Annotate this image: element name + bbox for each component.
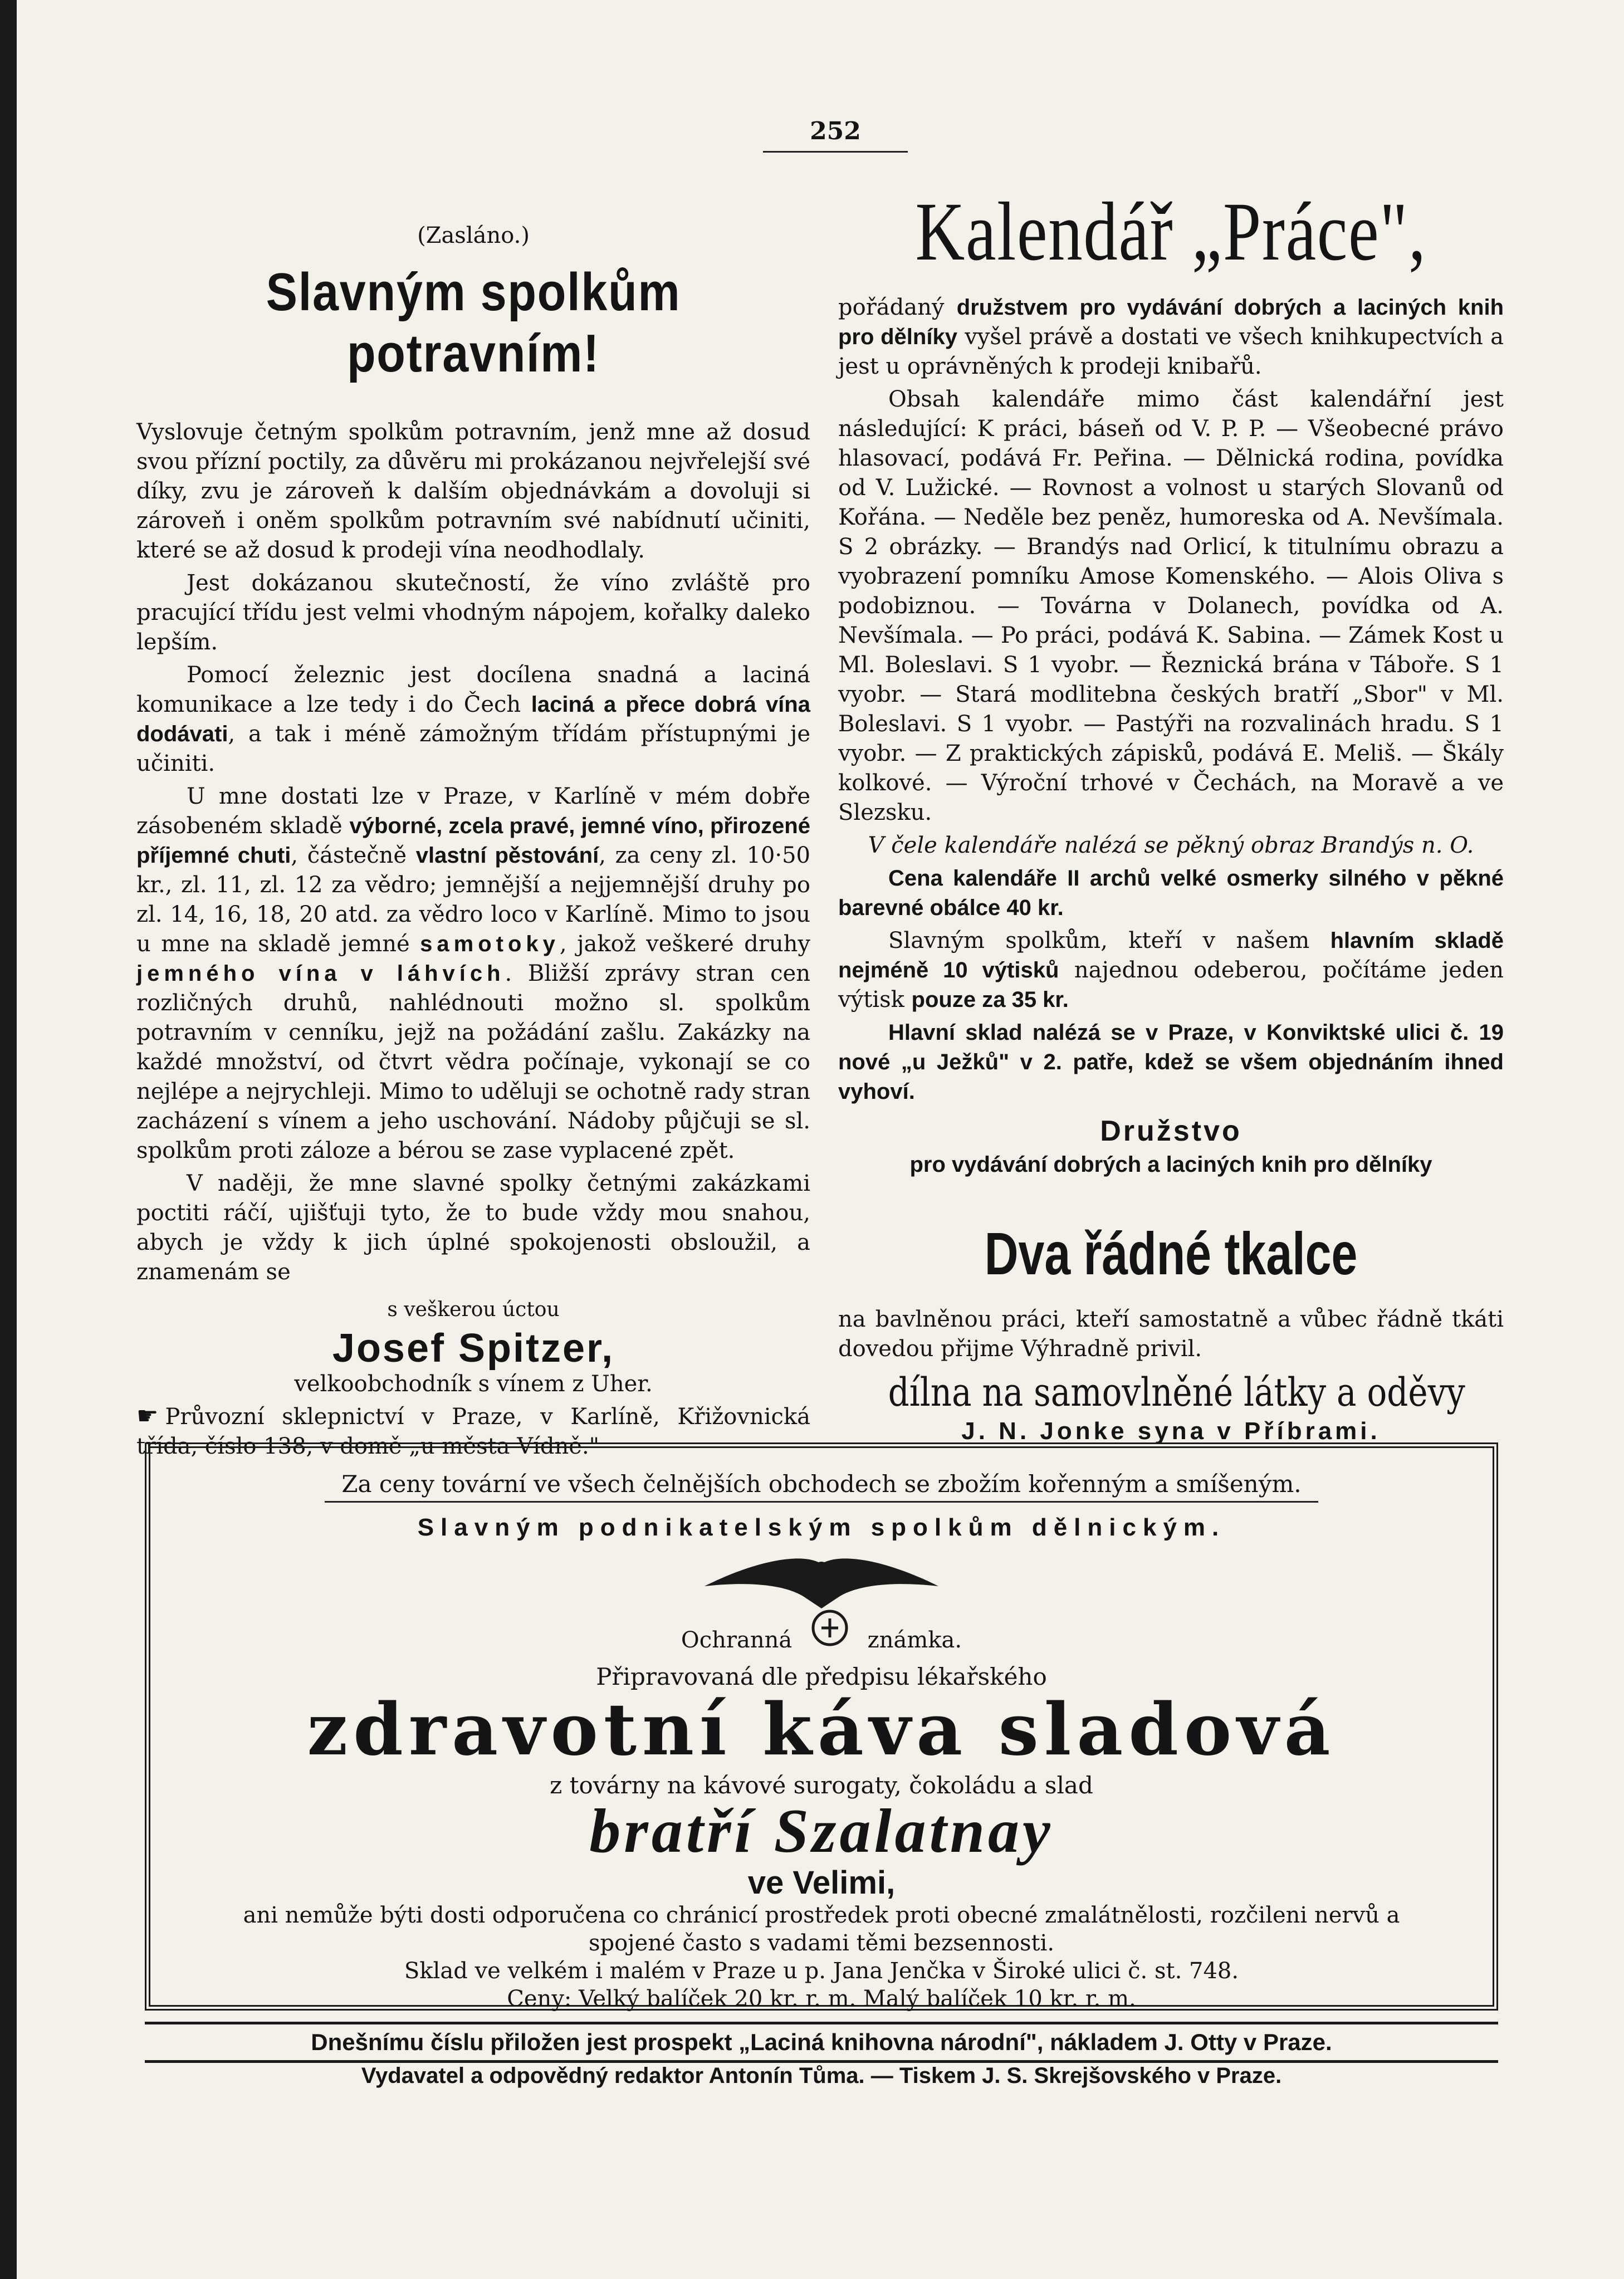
zaslano-label: (Zasláno.) bbox=[417, 223, 530, 248]
page-number: 252 bbox=[763, 117, 908, 153]
ad-maker-name: bratří Szalatnay bbox=[589, 1797, 1054, 1866]
coffee-advertisement bbox=[145, 1442, 1498, 2011]
weavers-workshop: dílna na samovlněné látky a oděvy bbox=[888, 1370, 1465, 1415]
ad-maker-location: ve Velimi, bbox=[747, 1865, 896, 1901]
ad-product-name: zdravotní káva sladová bbox=[307, 1688, 1336, 1772]
kalendar-discount: Slavným spolkům, kteří v našem hlavním skladě nejméně 10 výtisků najednou odeberou, počítáme jeden výtisk pouze za 35 kr. bbox=[838, 928, 1504, 1013]
ad-warehouse: Sklad ve velkém i malém v Praze u p. Jana Jenčka v Široké ulici č. st. 748. bbox=[404, 1958, 1239, 1984]
ad-prescription-line: Připravovaná dle předpisu lékařského bbox=[596, 1663, 1047, 1690]
kalendar-cover-note: V čele kalendáře nalézá se pěkný obraz Brandýs n. O. bbox=[868, 833, 1474, 858]
spitzer-paragraph-5: V naději, že mne slavné spolky četnými zakázkami poctiti ráčí, ujišťuji tyto, že to bude vždy mou snahou, abych je vždy k jich úplné spokojenosti obsloužil, a znamenám se bbox=[136, 1171, 810, 1285]
kalendar-contents: Obsah kalendáře mimo část kalendářní jest následující: K práci, báseň od V. P. P. — Všeobecné právo hlasovací, podává Fr. Peřina. — Dělnická rodina, povídka od V. Lužické. — Rovnost a volnost u starých Slovanů od Kořána. — Neděle bez peněz, humoreska od A. Nevšímala. S 2 obrázky. — Brandýs nad Orlicí, k titulnímu obrazu a vyobrazení pomníku Amose Komenského. — Alois Oliva s podobiznou. — Továrna v Dolanech, povídka od A. Nevšímala. — Po práci, podává K. Sabina. — Zámek Kost u Ml. Boleslavi. S 1 vyobr. — Řeznická brána v Táboře. S 1 vyobr. — Stará modlitebna českých bratří „Sbor" v Ml. Boleslavi. S 1 vyobr. — Pastýři na rozvalinách hradu. S 1 vyobr. — Z praktických zápisků, podává E. Meliš. — Škály kolkové. — Výroční trhové v Čechách, na Moravě a ve Slezsku. bbox=[838, 387, 1504, 825]
ad-intro-line: Za ceny tovární ve všech čelnějších obchodech se zbožím kořenným a smíšeným. bbox=[325, 1470, 1318, 1503]
kalendar-price: Cena kalendáře II archů velké osmerky silného v pěkné barevné obálce 40 kr. bbox=[838, 866, 1504, 920]
weavers-company: J. N. Jonke syna v Příbrami. bbox=[961, 1417, 1381, 1445]
footer-supplement-note: Dnešnímu číslu přiložen jest prospekt „Laciná knihovna národní", nákladem J. Otty v Praze. bbox=[145, 2022, 1498, 2063]
spitzer-paragraph-4: U mne dostati lze v Praze, v Karlíně v mém dobře zásobeném skladě výborné, zcela pravé, jemné víno, přirozené příjemné chuti, částečně vlastní pěstování, za ceny zl. 10·50 kr., zl. 11, zl. 12 za vědro; jemnější a nejjemnější druhy po zl. 14, 16, 18, 20 atd. za vědro loco v Karlíně. Mimo to jsou u mne na skladě jemné samotoky, jakož veškeré druhy jemného vína v láhvích. Bližší zprávy stran cen rozličných druhů, nahlédnouti možno sl. spolkům potravním v cenníku, jejž na požádání zašlu. Zakázky na každé množství, od čtvrt vědra počínaje, vykonají se co nejlépe a nejrychleji. Mimo to uděluji se ochotně rady stran zacházení s vínem a jeho uschování. Nádoby půjčuji se sl. spolkům proti záloze a bérou se zase vyplacené zpět. bbox=[136, 784, 810, 1163]
signature-title: velkoobchodník s vínem z Uher. bbox=[294, 1371, 653, 1397]
ad-factory-line: z továrny na kávové surogaty, čokoládu a slad bbox=[550, 1772, 1093, 1799]
ad-benefits: ani nemůže býti dosti odporučena co chránicí prostředek proti obecné zmalátnělosti, rozčileni nervů a spojené často s vadami těmi bezsennosti. bbox=[243, 1903, 1400, 1956]
signature-name: Josef Spitzer, bbox=[332, 1326, 615, 1371]
ad-prices: Ceny: Velký balíček 20 kr. r. m. Malý balíček 10 kr. r. m. bbox=[507, 1986, 1136, 2012]
pointing-hand-icon: ☛ bbox=[136, 1402, 159, 1430]
spitzer-paragraph-2: Jest dokázanou skutečností, že víno zvláště pro pracující třídu jest velmi vhodným nápojem, kořalky daleko lepším. bbox=[136, 570, 810, 655]
spitzer-headline: Slavným spolkům potravním! bbox=[266, 262, 681, 383]
weavers-ad-text: na bavlněnou práci, kteří samostatně a vůbec řádně tkáti dovedou přijme Výhradně privil. bbox=[838, 1307, 1504, 1362]
spitzer-paragraph-1: Vyslovuje četným spolkům potravním, jenž mne až dosud svou přízní poctily, za důvěru mi prokázanou nejvřelejší své díky, zvu je zároveň k dalším objednávkám a dovoluji si zároveň i oněm spolkům potravním své nabídnutí učiniti, které se až dosud k prodeji vína neodhodlaly. bbox=[136, 419, 810, 563]
signature-greeting: s veškerou úctou bbox=[387, 1298, 560, 1321]
left-column bbox=[136, 223, 810, 1465]
spitzer-paragraph-3: Pomocí železnic jest docílena snadná a laciná komunikace a lze tedy i do Čech laciná a přece dobrá vína dodávati, a tak i méně zámožným třídám přístupnými je učiniti. bbox=[136, 662, 810, 776]
druzstvo-subtitle: pro vydávání dobrých a laciných knih pro dělníky bbox=[909, 1152, 1432, 1177]
kalendar-warehouse: Hlavní sklad nalézá se v Praze, v Konviktské ulici č. 19 nové „u Ježků" v 2. patře, kdež se všem objednáním ihned vyhoví. bbox=[838, 1020, 1504, 1104]
kalendar-title: Kalendář „Práce", bbox=[915, 185, 1427, 278]
kalendar-intro: pořádaný družstvem pro vydávání dobrých a laciných knih pro dělníky vyšel právě a dostati ve všech knihkupectvích a jest u oprávněných k prodeji knibařů. bbox=[838, 295, 1504, 379]
ad-dedication: Slavným podnikatelským spolkům dělnickým. bbox=[417, 1514, 1226, 1541]
druzstvo-heading: Družstvo bbox=[1100, 1115, 1242, 1147]
trademark-emblem-icon bbox=[805, 1608, 855, 1647]
footer-imprint: Vydavatel a odpovědný redaktor Antonín Tůma. — Tiskem J. S. Skrejšovského v Praze. bbox=[361, 2063, 1282, 2088]
signature-address: ☛ Průvozní sklepnictví v Praze, v Karlíně, Křižovnická třída, číslo 138, v domě „u města Vídně." bbox=[136, 1402, 810, 1459]
eagle-trademark-icon bbox=[693, 1547, 950, 1614]
trademark-caption: Ochranná známka. bbox=[150, 1608, 1493, 1653]
right-column bbox=[838, 184, 1504, 1445]
weavers-ad-title: Dva řádné tkalce bbox=[984, 1220, 1358, 1287]
